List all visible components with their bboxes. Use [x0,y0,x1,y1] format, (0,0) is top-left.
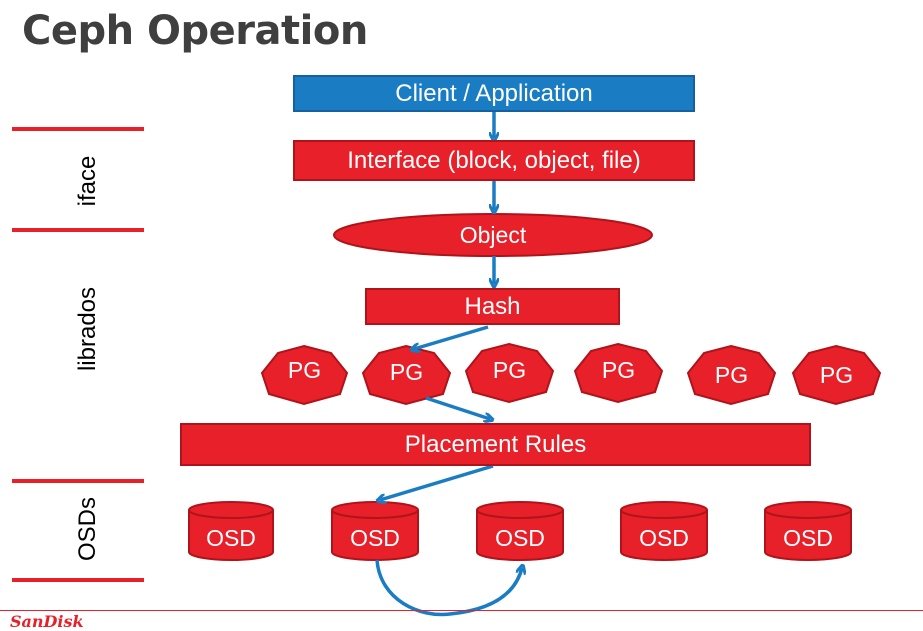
client-application-box: Client / Application [293,75,695,112]
osd-cylinder-5 [765,502,851,560]
pg-shape-2 [363,346,450,404]
pg-shape-5 [688,346,775,404]
osd-label-3: OSD [495,524,545,551]
footer-divider [0,610,923,611]
pg-label-2: PG [389,358,424,385]
object-label: Object [459,221,527,248]
footer-logo: SanDisk [10,612,84,631]
pg-label-6: PG [819,361,854,388]
layer-label-librados: librados [74,286,101,372]
layer-label-iface: iface [74,155,101,207]
placement-rules-box: Placement Rules [180,423,811,466]
arrow-placement-to-osd [380,466,493,500]
osd-label-5: OSD [783,524,833,551]
arrow-pg-to-placement [426,398,490,419]
layer-label-osds: OSDs [74,497,101,562]
object-ellipse [334,214,652,256]
osd-cylinder-4 [621,502,707,560]
pg-label-5: PG [714,361,749,388]
osd-cylinder-2 [332,502,418,560]
hash-box: Hash [365,288,620,325]
page-title: Ceph Operation [22,8,368,54]
osd-cylinder-1 [189,502,273,560]
pg-label-4: PG [601,356,636,383]
osd-label-2: OSD [350,524,400,551]
arrow-hash-to-pg [414,327,488,349]
osd-cylinder-3 [477,502,563,560]
pg-shape-6 [793,346,880,404]
pg-label-3: PG [492,356,527,383]
pg-shape-3 [466,344,553,402]
interface-box: Interface (block, object, file) [293,140,695,181]
pg-shape-4 [575,344,662,402]
arrow-osd-replication [377,560,522,615]
pg-shape-1 [262,346,347,404]
osd-label-4: OSD [639,524,689,551]
pg-label-1: PG [287,356,322,383]
osd-label-1: OSD [206,524,256,551]
